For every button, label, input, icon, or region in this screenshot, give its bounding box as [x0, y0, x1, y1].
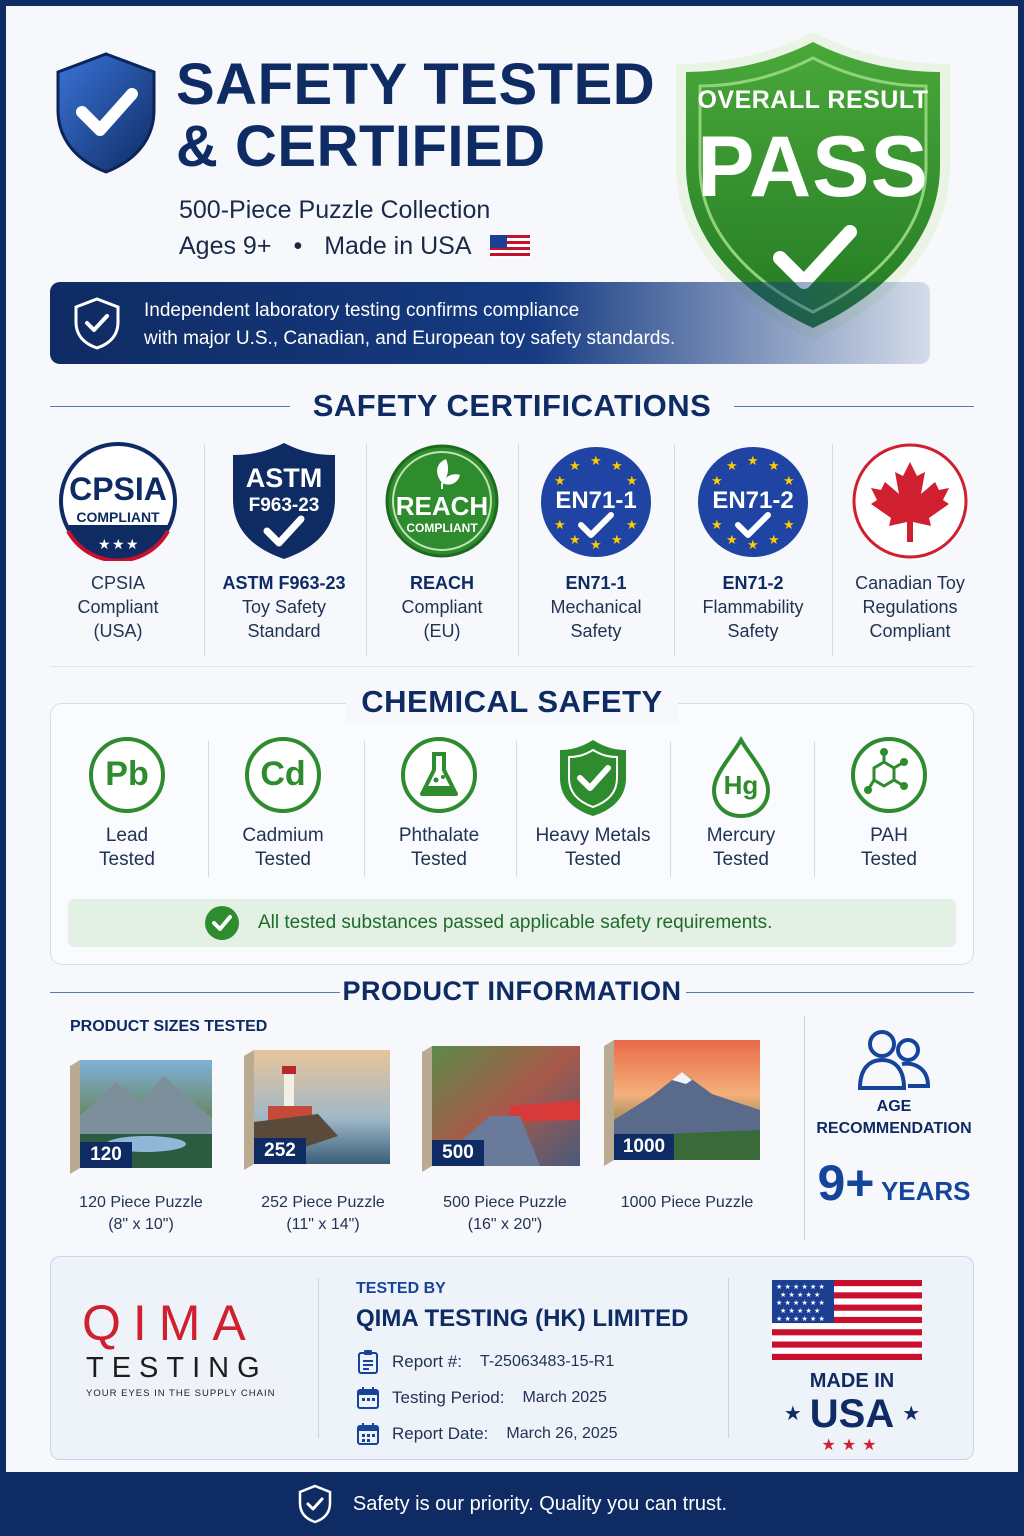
- shield-check-icon: [50, 50, 162, 176]
- made-in-line1: MADE IN: [809, 1370, 895, 1392]
- badge-result-text: PASS: [697, 119, 929, 215]
- stars-icon: ★★★: [821, 1437, 883, 1454]
- puzzle-box-image: [602, 1036, 772, 1184]
- puzzle-label: 252 Piece Puzzle (11" x 14"): [261, 1194, 385, 1233]
- page-title: SAFETY TESTED & CERTIFIED: [176, 52, 656, 179]
- divider: [832, 444, 833, 656]
- calendar-icon: [356, 1386, 380, 1410]
- cert-label: Canadian Toy Regulations Compliant: [855, 573, 965, 641]
- report-date-row: [356, 1422, 618, 1446]
- svg-text:★: ★: [126, 537, 139, 553]
- svg-text:★: ★: [98, 537, 111, 553]
- lab-name: QIMA TESTING (HK) LIMITED: [356, 1305, 689, 1332]
- puzzle-item: [602, 1036, 772, 1214]
- cert-reach: [372, 441, 512, 643]
- us-flag-icon: [772, 1280, 922, 1360]
- cert-astm: [214, 441, 354, 643]
- puzzle-item: [420, 1036, 590, 1236]
- period-label: Testing Period:: [392, 1388, 505, 1407]
- footer-text: Safety is our priority. Quality you can trust.: [352, 1492, 728, 1515]
- svg-text:★ ★ ★ ★ ★ ★: ★ ★ ★ ★ ★ ★: [776, 1283, 825, 1291]
- chem-label: Heavy Metals Tested: [535, 825, 651, 870]
- divider: [204, 444, 205, 656]
- chem-phthalate: [364, 736, 514, 872]
- users-icon: [858, 1028, 930, 1090]
- svg-text:★: ★: [611, 459, 623, 474]
- puzzle-label: 500 Piece Puzzle (16" x 20"): [443, 1194, 567, 1233]
- tested-by-label: TESTED BY: [356, 1280, 446, 1297]
- piece-count-badge: 120: [80, 1142, 132, 1168]
- cert-label: CPSIA Compliant (USA): [77, 573, 159, 641]
- report-label: Report #:: [392, 1352, 462, 1371]
- mercury-symbol: Hg: [723, 770, 759, 800]
- svg-text:★: ★: [626, 518, 638, 533]
- divider: [674, 444, 675, 656]
- svg-text:★: ★: [611, 533, 623, 548]
- testing-period-row: [356, 1386, 607, 1410]
- cert-label: ASTM F963-23 Toy Safety Standard: [222, 573, 346, 641]
- divider: [50, 666, 974, 667]
- svg-text:★: ★: [726, 533, 738, 548]
- chem-label: Cadmium Tested: [242, 825, 324, 870]
- badge-top-text: OVERALL RESULT: [697, 86, 929, 114]
- cert-label: REACH Compliant (EU): [401, 573, 483, 641]
- svg-text:★: ★: [569, 533, 581, 548]
- product-heading: PRODUCT INFORMATION: [342, 976, 682, 1006]
- svg-text:★: ★: [747, 538, 759, 553]
- shield-check-icon: [554, 736, 632, 818]
- en71-2-badge-text: EN71-2: [712, 487, 794, 514]
- check-circle-icon: [204, 905, 240, 941]
- chem-mercury: [666, 736, 816, 872]
- puzzle-label: 1000 Piece Puzzle: [620, 1194, 754, 1211]
- svg-text:★: ★: [711, 518, 723, 533]
- divider: [516, 741, 517, 877]
- cert-canada: [840, 441, 980, 643]
- chem-label: Phthalate Tested: [398, 825, 480, 870]
- flask-icon: [400, 736, 478, 814]
- cert-en71-1: [526, 441, 666, 643]
- svg-text:★: ★: [783, 518, 795, 533]
- banner-line-1: Independent laboratory testing confirms compliance: [144, 300, 580, 321]
- svg-text:★: ★: [768, 459, 780, 474]
- period-value: March 2025: [522, 1389, 607, 1406]
- reach-badge-text: REACH: [395, 491, 489, 521]
- svg-text:★ ★ ★ ★ ★: ★ ★ ★ ★ ★: [780, 1307, 821, 1315]
- chemical-pass-bar: [68, 899, 956, 947]
- report-value: T-25063483-15-R1: [479, 1353, 615, 1370]
- qima-tagline: YOUR EYES IN THE SUPPLY CHAIN: [86, 1388, 276, 1399]
- svg-text:★: ★: [112, 537, 125, 553]
- puzzle-item: [56, 1036, 226, 1236]
- info-banner: [50, 282, 930, 364]
- age-recommendation: [814, 1154, 974, 1212]
- star-icon: ★: [902, 1403, 921, 1425]
- footer: [0, 1472, 1024, 1536]
- lead-symbol: Pb: [105, 755, 149, 793]
- cadmium-symbol: Cd: [260, 755, 306, 793]
- date-value: March 26, 2025: [506, 1425, 618, 1442]
- en71-1-badge-text: EN71-1: [555, 487, 637, 514]
- sizes-label: PRODUCT SIZES TESTED: [70, 1018, 268, 1035]
- chem-cadmium: [208, 736, 358, 872]
- svg-text:★ ★ ★ ★ ★ ★: ★ ★ ★ ★ ★ ★: [776, 1315, 825, 1323]
- cpsia-badge-text: CPSIA: [69, 471, 167, 507]
- divider: [728, 1278, 729, 1438]
- separator: •: [293, 232, 303, 260]
- chem-label: Mercury Tested: [706, 825, 776, 870]
- chem-label: Lead Tested: [99, 825, 155, 870]
- pass-message: All tested substances passed applicable safety requirements.: [258, 912, 773, 933]
- piece-count-badge: 252: [254, 1138, 306, 1164]
- cert-cpsia: [48, 441, 188, 643]
- svg-text:★: ★: [590, 454, 602, 469]
- age-unit: YEARS: [880, 1176, 971, 1206]
- star-icon: ★: [783, 1403, 802, 1425]
- date-label: Report Date:: [392, 1424, 489, 1443]
- svg-text:★: ★: [747, 454, 759, 469]
- reach-badge-sub: COMPLIANT: [406, 521, 478, 535]
- calendar-icon: [356, 1422, 380, 1446]
- qima-logo-sub: TESTING: [86, 1352, 268, 1384]
- divider: [366, 444, 367, 656]
- chem-pah: [814, 736, 964, 872]
- shield-outline-icon: [72, 296, 122, 350]
- product-subtitle: 500-Piece Puzzle Collection: [179, 196, 491, 224]
- chem-heavy-metals: [518, 736, 668, 872]
- qima-logo: QIMA: [82, 1295, 258, 1351]
- svg-text:★: ★: [626, 474, 638, 489]
- cpsia-badge-sub: COMPLIANT: [76, 509, 160, 525]
- clipboard-icon: [356, 1349, 380, 1375]
- chemical-heading: CHEMICAL SAFETY: [361, 684, 663, 719]
- report-number-row: [356, 1349, 614, 1375]
- puzzle-item: [238, 1036, 408, 1236]
- made-in-line2: USA: [809, 1392, 895, 1436]
- svg-text:★ ★ ★ ★ ★: ★ ★ ★ ★ ★: [780, 1291, 821, 1299]
- ages-text: Ages 9+: [179, 232, 272, 260]
- divider: [804, 1016, 805, 1240]
- divider: [318, 1278, 319, 1438]
- svg-text:★: ★: [590, 538, 602, 553]
- divider: [518, 444, 519, 656]
- svg-text:★: ★: [711, 474, 723, 489]
- maple-leaf-icon: [851, 441, 969, 561]
- piece-count-badge: 500: [432, 1140, 484, 1166]
- piece-count-badge: 1000: [614, 1134, 674, 1160]
- cert-label: EN71-1 Mechanical Safety: [550, 573, 642, 641]
- svg-text:★: ★: [726, 459, 738, 474]
- puzzle-label: 120 Piece Puzzle (8" x 10"): [79, 1194, 203, 1233]
- astm-badge-sub: F963-23: [248, 495, 320, 516]
- age-value: 9+: [817, 1155, 875, 1211]
- svg-text:★: ★: [554, 474, 566, 489]
- banner-line-2: with major U.S., Canadian, and European toy safety standards.: [144, 328, 676, 349]
- astm-badge-text: ASTM: [245, 463, 323, 493]
- chem-label: PAH Tested: [861, 825, 917, 870]
- cert-en71-2: [683, 441, 823, 643]
- svg-text:★ ★ ★ ★ ★ ★: ★ ★ ★ ★ ★ ★: [776, 1299, 825, 1307]
- svg-text:★: ★: [783, 474, 795, 489]
- svg-text:★: ★: [768, 533, 780, 548]
- certifications-heading: SAFETY CERTIFICATIONS: [312, 388, 712, 423]
- ages-made-line: [179, 232, 530, 261]
- made-in-usa-badge: [772, 1370, 932, 1455]
- svg-text:★: ★: [554, 518, 566, 533]
- shield-outline-icon: [297, 1484, 333, 1524]
- chem-lead: [52, 736, 202, 872]
- made-in-text: Made in USA: [324, 232, 472, 260]
- cert-label: EN71-2 Flammability Safety: [702, 573, 804, 641]
- us-flag-icon: [490, 235, 530, 259]
- svg-text:★: ★: [569, 459, 581, 474]
- age-label: AGE RECOMMENDATION: [816, 1098, 972, 1137]
- molecule-icon: [850, 736, 928, 814]
- infographic-card: [6, 6, 1018, 1472]
